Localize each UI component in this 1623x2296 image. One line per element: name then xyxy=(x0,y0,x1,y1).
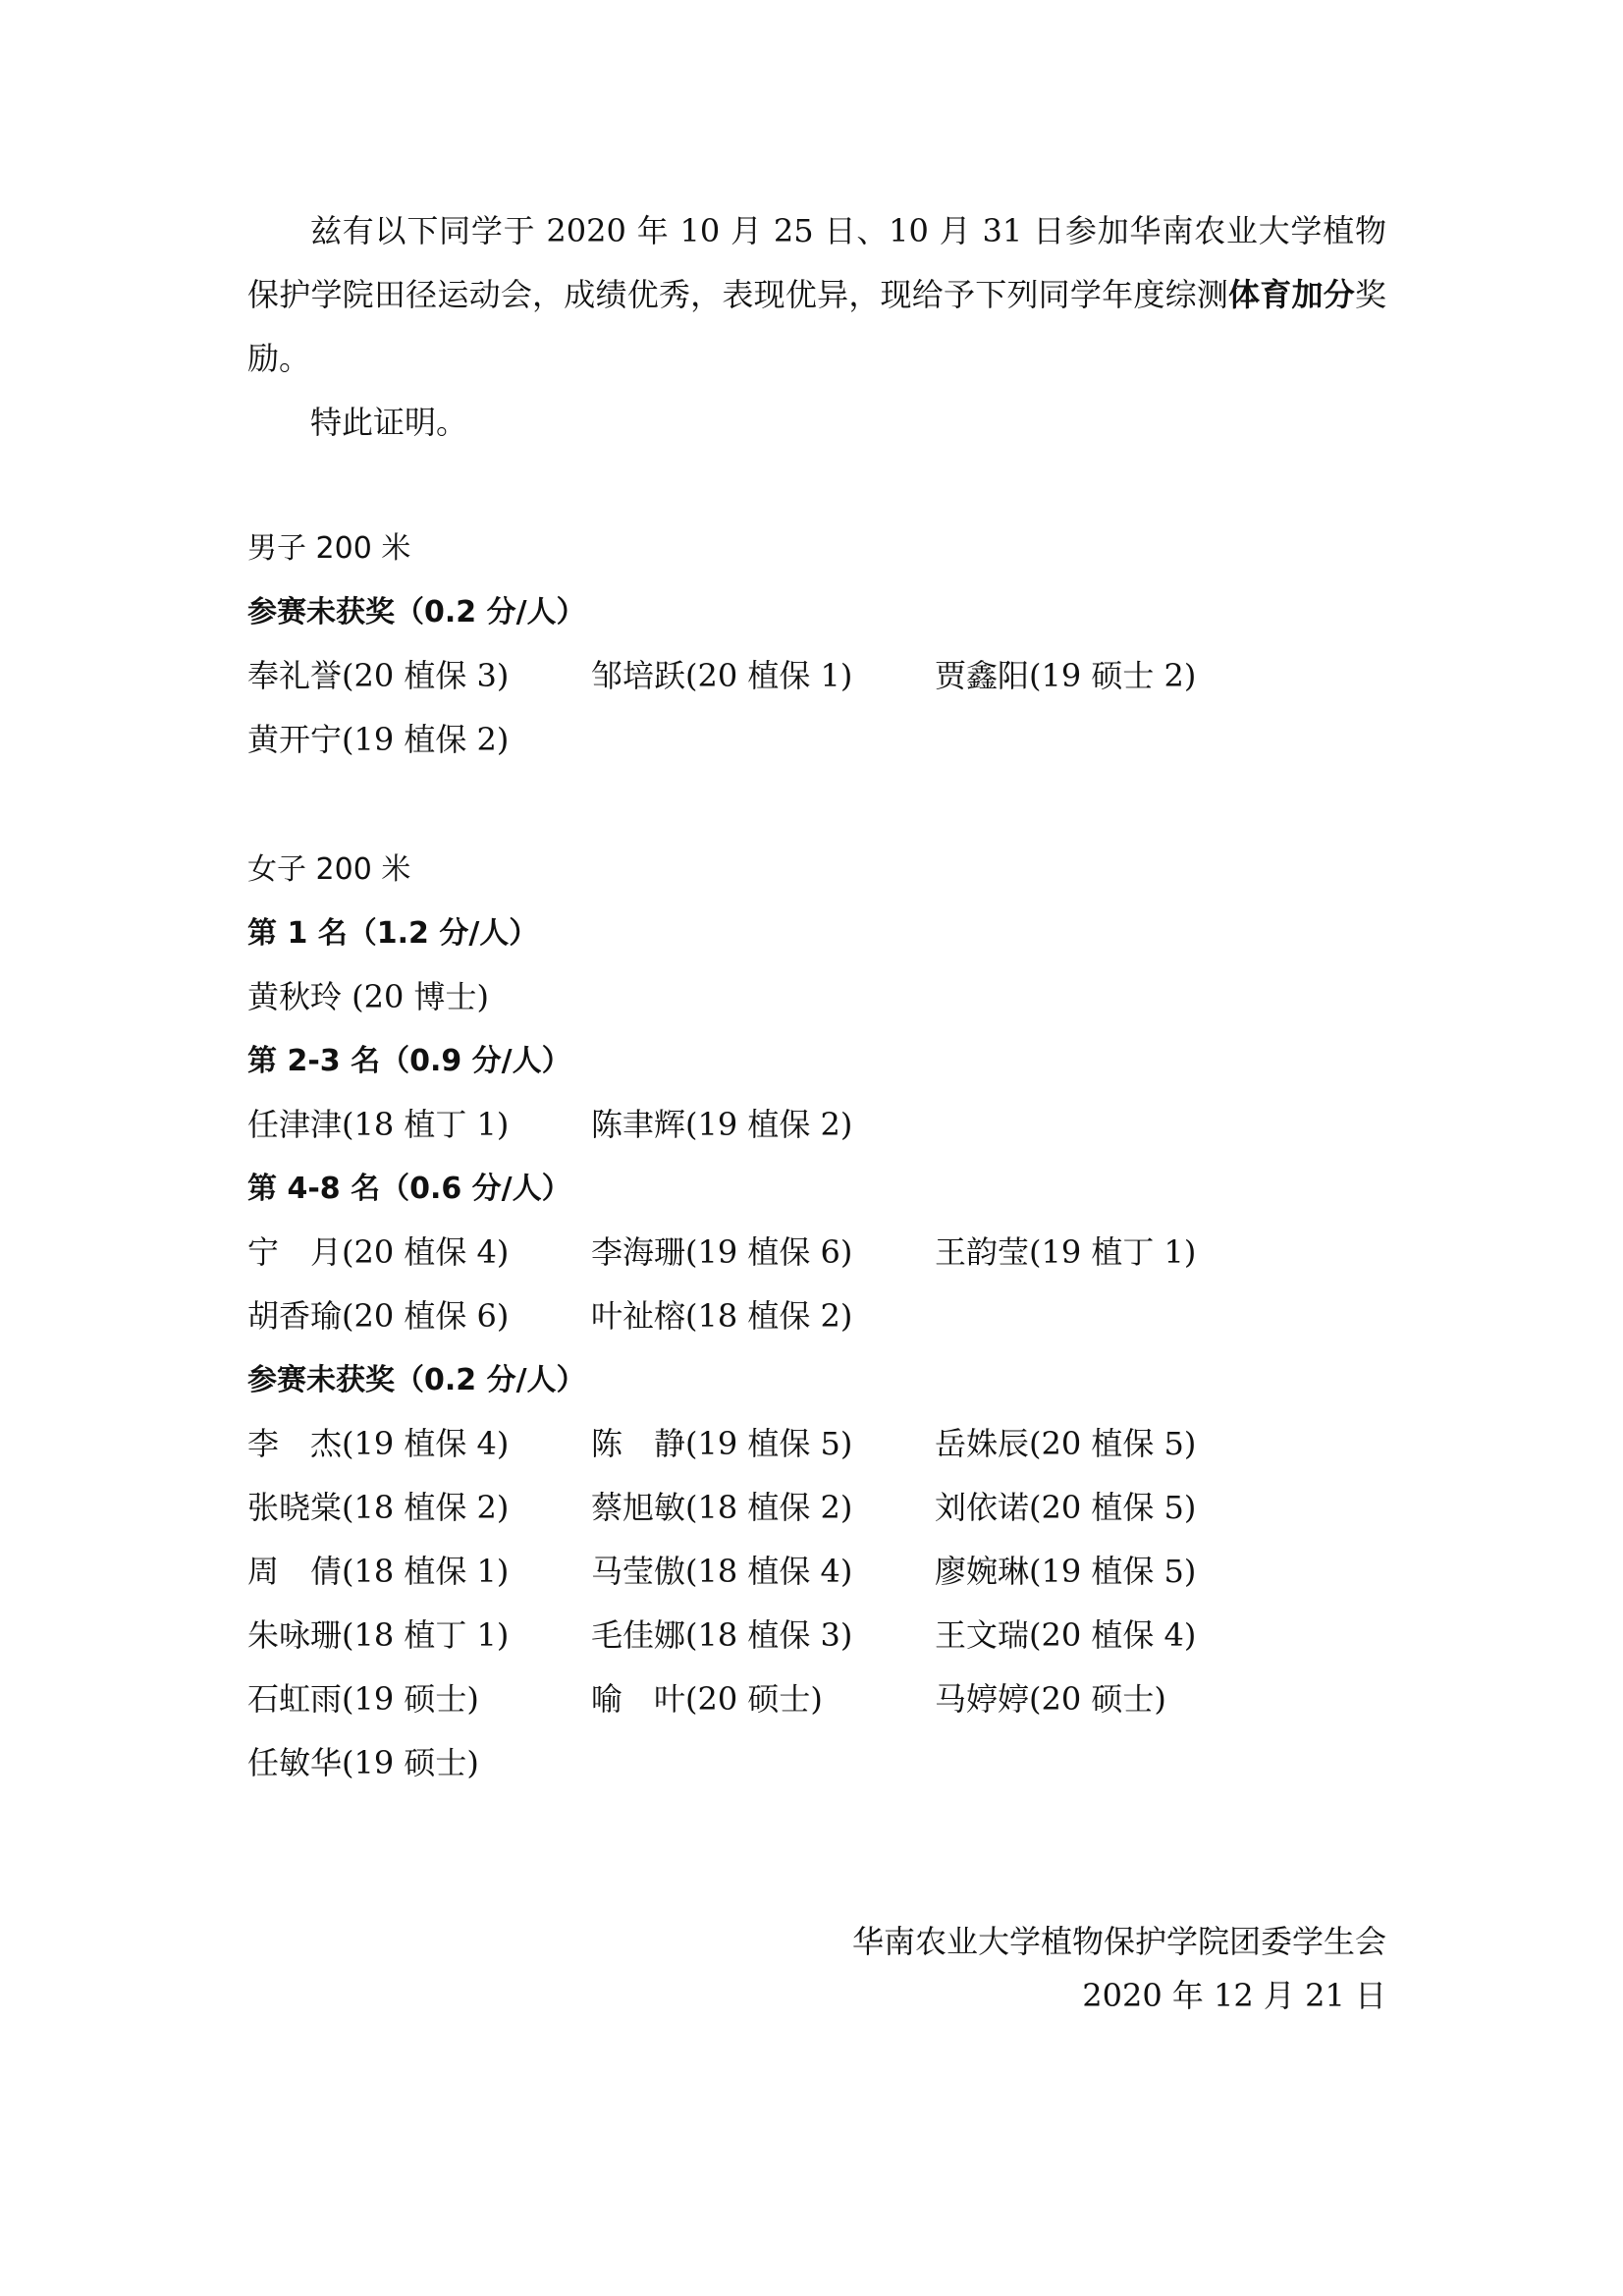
name-row xyxy=(247,1731,1386,1795)
name-entry: 马莹傲(18 植保 4) xyxy=(591,1553,853,1590)
name-entry: 陈 静(19 植保 5) xyxy=(591,1425,853,1462)
name-row xyxy=(247,1412,1386,1476)
signature-block xyxy=(852,1915,1386,2023)
women-200m-title: 女子 200 米 xyxy=(247,852,411,887)
name-row xyxy=(247,644,1386,708)
name-row xyxy=(247,1540,1386,1604)
name-entry: 任敏华(19 硕士) xyxy=(247,1744,479,1781)
women-rank1-label: 第 1 名（1.2 分/人） xyxy=(247,916,539,951)
name-entry: 王文瑞(20 植保 4) xyxy=(935,1616,1197,1654)
name-entry: 马婷婷(20 硕士) xyxy=(935,1680,1166,1718)
men-200m-title: 男子 200 米 xyxy=(247,531,411,566)
name-entry: 奉礼誉(20 植保 3) xyxy=(247,657,510,694)
signature-organization: 华南农业大学植物保护学院团委学生会 xyxy=(851,1923,1386,1960)
intro-bold-text: 体育加分 xyxy=(1228,276,1355,313)
name-entry: 张晓棠(18 植保 2) xyxy=(247,1489,510,1526)
name-row xyxy=(247,1667,1386,1731)
name-entry: 贾鑫阳(19 硕士 2) xyxy=(935,657,1197,694)
signature-date: 2020 年 12 月 21 日 xyxy=(1082,1977,1386,2014)
women-participants-label: 参赛未获奖（0.2 分/人） xyxy=(247,1363,586,1397)
name-row xyxy=(247,1285,1386,1348)
name-entry: 李海珊(19 植保 6) xyxy=(591,1233,853,1271)
women-rank4-8-label: 第 4-8 名（0.6 分/人） xyxy=(247,1172,571,1206)
name-entry: 廖婉琳(19 植保 5) xyxy=(935,1553,1197,1590)
name-row xyxy=(247,1476,1386,1540)
name-entry: 岳姝辰(20 植保 5) xyxy=(935,1425,1197,1462)
name-row xyxy=(247,965,1386,1029)
name-entry: 蔡旭敏(18 植保 2) xyxy=(591,1489,853,1526)
name-row xyxy=(247,1093,1386,1157)
name-row xyxy=(247,1604,1386,1667)
men-200m-group-label: 参赛未获奖（0.2 分/人） xyxy=(247,595,586,629)
name-entry: 毛佳娜(18 植保 3) xyxy=(591,1616,853,1654)
name-entry: 朱咏珊(18 植丁 1) xyxy=(247,1616,510,1654)
name-entry: 黄秋玲 (20 博士) xyxy=(247,978,490,1015)
name-entry: 黄开宁(19 植保 2) xyxy=(247,721,510,758)
name-entry: 石虹雨(19 硕士) xyxy=(247,1680,479,1718)
name-entry: 李 杰(19 植保 4) xyxy=(247,1425,510,1462)
name-row xyxy=(247,708,1386,772)
name-entry: 陈聿辉(19 植保 2) xyxy=(591,1106,853,1143)
name-entry: 刘依诺(20 植保 5) xyxy=(935,1489,1197,1526)
name-entry: 叶祉榕(18 植保 2) xyxy=(591,1297,853,1335)
name-entry: 胡香瑜(20 植保 6) xyxy=(247,1297,510,1335)
men-200m-section xyxy=(247,517,1386,772)
intro-text: 兹有以下同学于 2020 年 10 月 25 日、10 月 31 日参加华南农业大学植物保护学院田径运动会，成绩优秀，表现优异，现给予下列同学年度综测 xyxy=(247,212,1386,313)
name-entry: 周 倩(18 植保 1) xyxy=(247,1553,510,1590)
name-entry: 王韵莹(19 植丁 1) xyxy=(935,1233,1197,1271)
name-entry: 喻 叶(20 硕士) xyxy=(591,1680,823,1718)
women-rank2-3-label: 第 2-3 名（0.9 分/人） xyxy=(247,1044,571,1078)
name-entry: 任津津(18 植丁 1) xyxy=(247,1106,510,1143)
name-entry: 邹培跃(20 植保 1) xyxy=(591,657,853,694)
name-entry: 宁 月(20 植保 4) xyxy=(247,1233,510,1271)
certify-text: 特此证明。 xyxy=(310,404,468,441)
name-row xyxy=(247,1221,1386,1285)
intro-block xyxy=(247,199,1386,455)
women-200m-section xyxy=(247,838,1386,1795)
intro-suffix: 奖励。 xyxy=(247,276,1386,377)
intro-paragraph xyxy=(247,199,1386,391)
